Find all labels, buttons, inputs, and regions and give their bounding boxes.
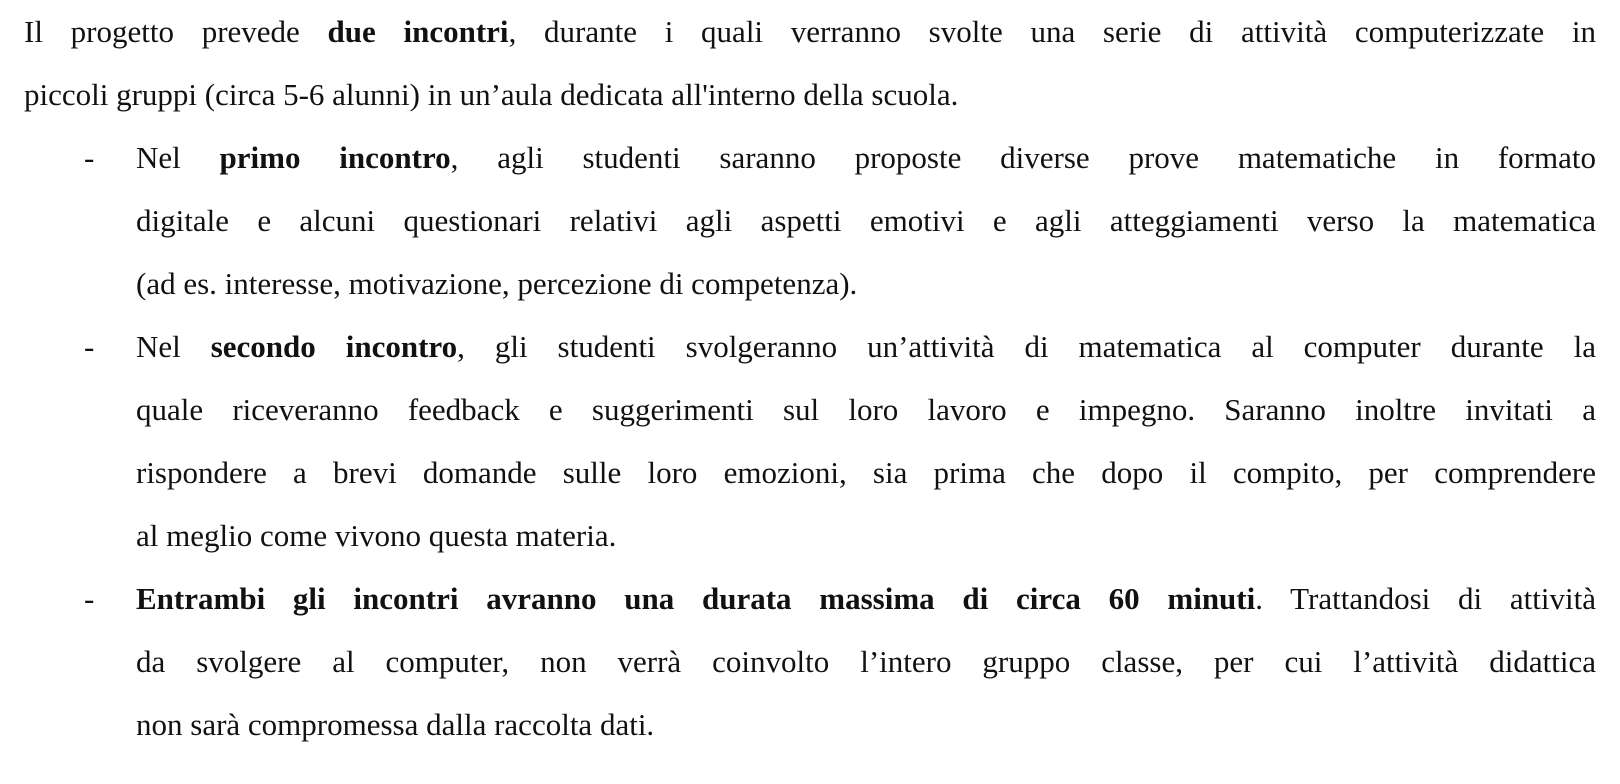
bullet-bold-text: primo incontro [219, 140, 451, 175]
bullet-text: , gli studenti svolgeranno un’attività di matematica al computer durante la [457, 329, 1596, 364]
bullet-3-line-1 [136, 567, 1596, 630]
bullet-dash: - [84, 329, 95, 364]
bullet-item-secondo-incontro [24, 315, 1596, 567]
intro-bold-text: due incontri [327, 14, 509, 49]
intro-text: Il progetto prevede [24, 14, 328, 49]
bullet-1-line-1 [136, 126, 1596, 189]
bullet-3-line-2: da svolgere al computer, non verrà coinvolto l’intero gruppo classe, per cui l’attività didattica [136, 644, 1596, 679]
intro-line-1 [24, 0, 1596, 63]
bullet-text: Nel [136, 140, 220, 175]
bullet-text: , agli studenti saranno proposte diverse prove matematiche in formato [450, 140, 1596, 175]
bullet-item-durata [24, 567, 1596, 756]
bullet-2-line-2: quale riceveranno feedback e suggerimenti sul loro lavoro e impegno. Saranno inoltre invitati a [136, 392, 1596, 427]
bullet-dash: - [84, 140, 95, 175]
bullet-2-line-3: rispondere a brevi domande sulle loro emozioni, sia prima che dopo il compito, per comprendere [136, 455, 1596, 490]
bullet-2-line-1 [136, 315, 1596, 378]
bullet-3-line-3: non sarà compromessa dalla raccolta dati. [136, 707, 655, 742]
bullet-item-primo-incontro [24, 126, 1596, 315]
bullet-dash: - [84, 581, 95, 616]
document-page [24, 0, 1596, 756]
bullet-text: Nel [136, 329, 211, 364]
bullet-text: . Trattandosi di attività [1255, 581, 1596, 616]
intro-text: , durante i quali verranno svolte una serie di attività computerizzate in [508, 14, 1596, 49]
intro-paragraph [24, 0, 1596, 126]
bullet-bold-text: secondo incontro [210, 329, 458, 364]
bullet-bold-text: Entrambi gli incontri avranno una durata massima di circa 60 minuti [136, 581, 1256, 616]
bullet-1-line-3: (ad es. interesse, motivazione, percezione di competenza). [136, 266, 858, 301]
bullet-2-line-4: al meglio come vivono questa materia. [136, 518, 617, 553]
bullet-list [24, 126, 1596, 756]
intro-line-2: piccoli gruppi (circa 5-6 alunni) in un’aula dedicata all'interno della scuola. [24, 77, 959, 112]
bullet-1-line-2: digitale e alcuni questionari relativi agli aspetti emotivi e agli atteggiamenti verso la matematica [136, 203, 1596, 238]
